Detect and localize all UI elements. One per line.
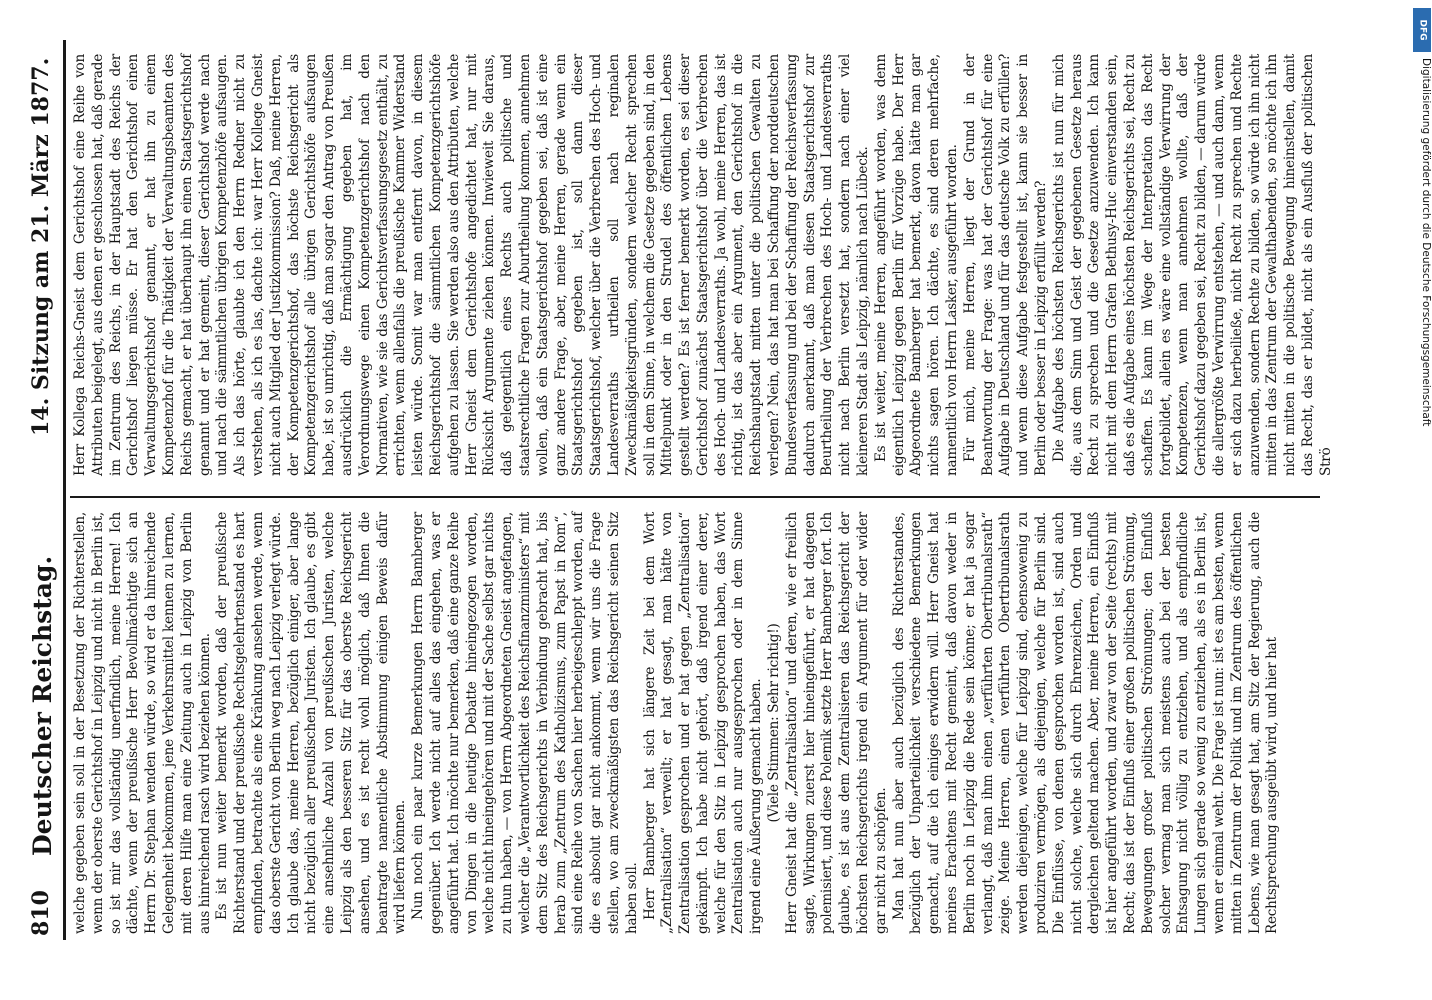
publication-title: Deutscher Reichstag.: [28, 555, 57, 856]
paragraph: Es ist weiter, meine Herren, angeführt worden, was denn eigentlich Leipzig gegen Berlin für Vorzüge habe. Der Herr Abgeordnete Bamberger hat bemerkt, davon hätte man gar nichts sagen hören. Ich dächte, es sind deren mehrfache, namentlich von Herrn Lasker, ausgeführt worden.: [872, 54, 961, 476]
paragraph: Nun noch ein paar kurze Bemerkungen Herrn Bamberger gegenüber. Ich werde nicht auf alles das eingehen, was er angeführt hat. Ich möchte nur bemerken, daß eine ganze Reihe von Dingen in die heutige Debatte hineingezogen worden, welche nicht hineingehören und mit der Sache selbst gar nichts zu thun haben, — von Herrn Abgeordneten Gneist angefangen, welcher die „Verantwortlichkeit des Reichsfinanzministers“ mit dem Sitz des Reichsgerichts in Verbindung gebracht hat, bis herab zum „Zentrum des Katholizismus, zum Papst in Rom“, sind eine Reihe von Sachen hier herbeigeschleppt worden, auf die es absolut gar nicht ankommt, wenn wir uns die Frage stellen, wo am zweckmäßigsten das Reichsgericht seinen Sitz haben soll.: [410, 512, 640, 934]
header-rule: [63, 40, 66, 940]
right-column: [72, 54, 1334, 476]
left-column: [72, 512, 1322, 934]
paragraph: Man hat nun aber auch bezüglich des Richterstandes, bezüglich der Unparteilichkeit verschiedene Bemerkungen gemacht, auf die ich einiges erwidern will. Herr Gneist hat meines Erachtens mit Recht gemeint, daß davon weder in Berlin noch in Leipzig die Rede sein könne; er hat ja sogar verlangt, daß man ihm einen „verführten Obertribunalsrath“ zeige. Meine Herren, einen verführten Obertribunalsrath werden diejenigen, welche für Leipzig sind, ebensowenig zu produziren vermögen, als diejenigen, welche für Berlin sind. Die Einflüsse, von denen gesprochen worden ist, sind auch nicht solche, welche sich durch Ehrenzeichen, Orden und dergleichen geltend machen. Aber, meine Herren, ein Einfluß ist hier angeführt worden, und zwar von der Seite (rechts) mit Recht; das ist der Einfluß einer großen politischen Strömung, Bewegungen großer politischen Strömungen; den Einfluß solcher vermag man sich meistens auch bei der besten Entsagung nicht völlig zu entziehen, und als empfindliche Lungen sich gerade so wenig zu entziehen, als es in Berlin ist, wenn er einmal weht. Die Frage ist nun: ist es am besten, wenn mitten in Zentrum der Politik und im Zentrum des öffentlichen Lebens, wie man gesagt hat, am Sitz der Regierung, auch die Rechtsprechung ausgeübt wird, und hier hat: [890, 512, 1281, 934]
dfg-logo: [1413, 8, 1431, 52]
page-header: [22, 46, 62, 936]
paragraph: Die Aufgabe des höchsten Reichsgerichts ist nun für mich die, aus dem Sinn und Geist der gegebenen Gesetze heraus Recht zu sprechen und die Gesetze anzuwenden. Ich kann nicht mit dem Herrn Grafen Bethusy-Huc einverstanden sein, daß es die Aufgabe eines höchsten Reichsgerichts sei, Recht zu schaffen. Es kann im Wege der Interpretation das Recht fortgebildet, allein es wäre eine vollständige Verwirrung der Kompetenzen, wenn man annehmen wollte, daß der Gerichtshof dazu gegeben sei, Recht zu bilden, — darum würde die allergrößte Verwirrung entstehen, — und auch dann, wenn er sich dazu herbeiließe, nicht Recht zu sprechen und Rechte anzuwenden, sondern Rechte zu bilden, so würde ich ihn nicht mitten in das Zentrum der Gewalthabenden, so möchte ich ihn nicht mitten in die politische Bewegung hineinstellen, damit das Recht, das er bildet, nicht als ein Ausfluß der politischen Strö: [1050, 54, 1334, 476]
credit-strip: [1414, 58, 1430, 758]
paragraph: Herr Kollega Reichs-Gneist dem Gerichtshof eine Reihe von Attributen beigelegt, aus denen er geschlossen hat, daß gerade im Zentrum des Reichs, in der Hauptstadt des Reichs der Gerichtshof liegen müsse. Er hat den Gerichtshof einen Verwaltungsgerichtshof genannt, er hat ihn zu einem Kompetenzhof für die Thätigkeit der Verwaltungsbeamten des Reichs gemacht, er hat überhaupt ihn einen Staatsgerichtshof genannt und er hat gemeint, dieser Gerichtshof werde nach und nach die sämmtlichen übrigen Kompetenzhöfe aufsaugen. Als ich das hörte, glaubte ich den Herrn Redner nicht zu verstehen, als ich es las, dachte ich: war Herr Kollege Gneist nicht auch Mitglied der Justizkommission? Daß, meine Herren, der Kompetenzgerichtshof, das höchste Reichsgericht als Kompetenzgerichtshof alle übrigen Gerichtshöfe aufsaugen habe, ist so unrichtig, daß man sogar den Antrag von Preußen ausdrücklich die Ermächtigung gegeben hat, im Verordnungswege einen Kompetenzgerichtshof nach den Normativen, wie sie das Gerichtsverfassungsgesetz enthält, zu errichten, wenn allenfalls die preußische Kammer Widerstand leisten würde. Somit war man entfernt davon, in diesem Reichsgerichtshof die sämmtlichen Kompetenzgerichtshöfe aufgehen zu lassen. Sie werden also aus den Attributen, welche Herr Gneist dem Gerichtshofe angedichtet hat, nur mit Rücksicht Argumente ziehen können. Inwieweit Sie daraus, daß gelegentlich eines Rechts auch politische und staatsrechtliche Fragen zur Aburtheilung kommen, annehmen wollen, daß ein Staatsgerichtshof gegeben sei, daß ist eine ganz andere Frage, aber, meine Herren, gerade wenn ein Staatsgerichtshof gegeben ist, soll dann dieser Staatsgerichtshof, welcher über die Verbrechen des Hoch- und Landesverraths urtheilen soll nach reginalen Zweckmäßigkeitsgründen, sondern welcher Recht sprechen soll in dem Sinne, in welchem die Gesetze gegeben sind, in den Mittelpunkt oder in den Strudel des öffentlichen Lebens gestellt werden? Es ist ferner bemerkt worden, es sei dieser Gerichtshof zunächst Staatsgerichtshof über die Verbrechen des Hoch- und Landesverraths. Ja wohl, meine Herren, das ist richtig, ist das aber ein Argument, den Gerichtshof in die Reichshauptstadt mitten unter die politischen Gewalten zu verlegen? Nein, das hat man bei Schaffung der norddeutschen Bundesverfassung und bei der Schaffung der Reichsverfassung dadurch anerkannt, daß man diesen Staatsgerichtshof zur Beurtheilung der Verbrechen des Hoch- und Landesverraths nicht nach Berlin versetzt hat, sondern nach einer viel kleineren Stadt als Leipzig, nämlich nach Lübeck.: [72, 54, 872, 476]
paragraph: Herr Bamberger hat sich längere Zeit bei dem Wort „Zentralisation“ verweilt; er hat gesagt, man hätte von Zentralisation gesprochen und er hat gegen „Zentralisation“ gekämpft. Ich habe nicht gehört, daß irgend einer derer, welche für den Sitz in Leipzig gesprochen haben, das Wort Zentralisation auch nur ausgesprochen oder in dem Sinne irgend eine Äußerung gemacht haben.: [641, 512, 765, 934]
paragraph: Für mich, meine Herren, liegt der Grund in der Beantwortung der Frage: was hat der Gerichtshof für eine Aufgabe in Deutschland und für das deutsche Volk zu erfüllen? und wenn diese Aufgabe festgestellt ist, kann sie besser in Berlin oder besser in Leipzig erfüllt werden?: [961, 54, 1050, 476]
paragraph: Es ist nun weiter bemerkt worden, daß der preußische Richterstand und der preußische Rechtsgelehrtenstand es hart empfinden, betrachte als eine Kränkung ansehen werde, wenn das oberste Gericht von Berlin weg nach Leipzig verlegt würde. Ich glaube das, meine Herren, bezüglich einiger, aber lange nicht bezüglich aller preußischen Juristen. Ich glaube, es gibt eine ansehnliche Anzahl von preußischen Juristen, welche Leipzig als den besseren Sitz für das oberste Reichsgericht ansehen, und es ist recht wohl möglich, daß Ihnen die beantragte namentliche Abstimmung einigen Beweis dafür wird liefern können.: [214, 512, 409, 934]
digitization-credit: Digitalisierung gefördert durch die Deutsche Forschungsgemeinschaft: [1420, 58, 1432, 427]
interjection: (Viele Stimmen: Sehr richtig!): [766, 623, 783, 823]
column-divider: [70, 496, 1320, 498]
session-date: 14. Sitzung am 21. März 1877.: [28, 57, 54, 436]
dfg-logo-text: DFG: [1417, 19, 1428, 41]
paragraph: welche gegeben sein soll in der Besetzung der Richterstellen, wenn der oberste Gerichtshof in Leipzig und nicht in Berlin ist, so ist mir das vollständig unerfindlich, meine Herren! Ich dächte, wenn der preußische Herr Bevollmächtigte sich an Herrn Dr. Stephan wenden würde, so wird er da hinreichende Gelegenheit bekommen, jene Verkehrsmittel kennen zu lernen, mit deren Hilfe man eine Zeitung auch in Leipzig von Berlin aus hinreichend rasch wird beziehen können.: [72, 512, 213, 934]
paragraph: Herr Gneist hat die „Zentralisation“ und deren, wie er freilich sagte, Wirkungen zuerst hier hineingeführt, er hat dagegen polemisiert, und diese Polemik setzte Herr Bamberger fort. Ich glaube, es ist aus dem Zentralisieren das Reichsgericht der höchsten Reichsgerichts irgend ein Argument für oder wider gar nicht zu schöpfen.: [783, 512, 889, 934]
page-number: 810: [28, 890, 54, 936]
